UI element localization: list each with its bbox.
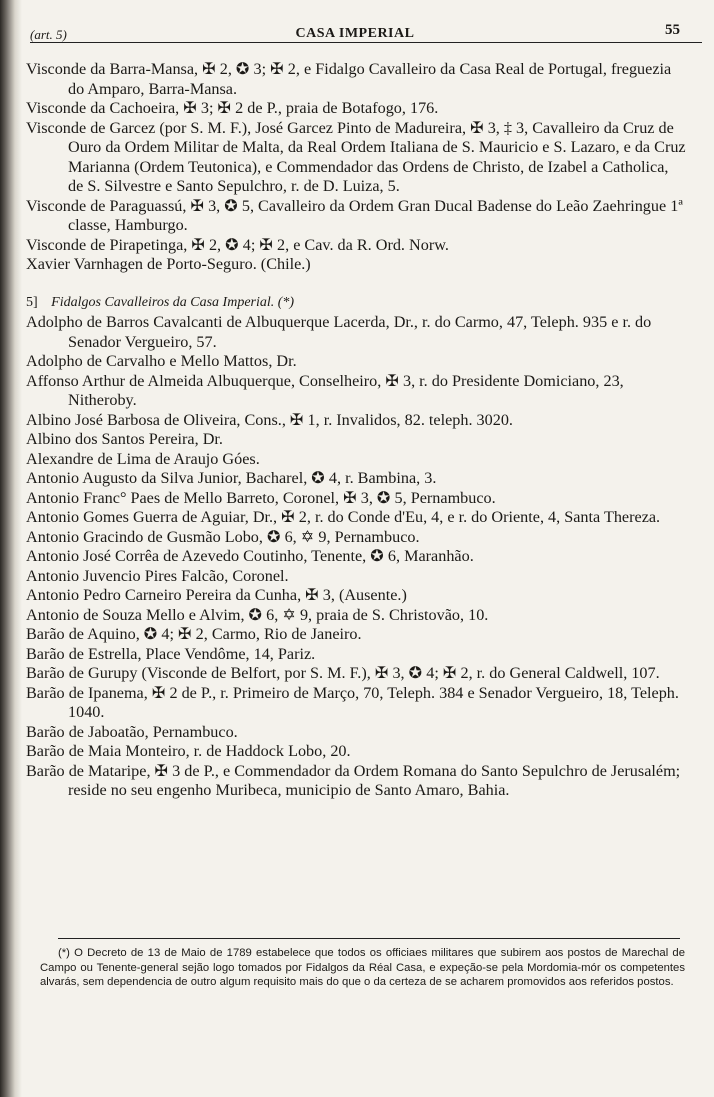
list-entry: Visconde da Cachoeira, ✠ 3; ✠ 2 de P., praia de Botafogo, 176.: [26, 99, 439, 117]
list-entry: Antonio Augusto da Silva Junior, Bacharel, ✪ 4, r. Bambina, 3.: [26, 469, 437, 487]
list-entry: Alexandre de Lima de Araujo Góes.: [26, 449, 260, 468]
list-entry: Xavier Varnhagen de Porto-Seguro. (Chile.): [26, 255, 311, 273]
list-entry: Barão de Ipanema, ✠ 2 de P., r. Primeiro de Março, 70, Teleph. 384 e Senador Vergueiro, 18, Teleph. 1040.: [26, 683, 679, 721]
list-entry: Barão de Jaboatão, Pernambuco.: [26, 722, 238, 741]
list-entry: Barão de Maia Monteiro, r. de Haddock Lobo, 20.: [26, 742, 351, 760]
text-body: [26, 60, 686, 801]
list-entry: Albino dos Santos Pereira, Dr.: [26, 430, 223, 448]
list-entry: Albino José Barbosa de Oliveira, Cons., ✠ 1, r. Invalidos, 82. teleph. 3020.: [26, 410, 513, 429]
page-number: 55: [665, 22, 680, 38]
list-entry: Barão de Estrella, Place Vendôme, 14, Pariz.: [26, 644, 316, 663]
list-entry: Barão de Gurupy (Visconde de Belfort, por S. M. F.), ✠ 3, ✪ 4; ✠ 2, r. do General Caldwell, 107.: [26, 664, 660, 682]
footnote-rule: [58, 938, 680, 939]
list-entry: Antonio Pedro Carneiro Pereira da Cunha, ✠ 3, (Ausente.): [26, 586, 407, 604]
entries-section: [26, 313, 686, 801]
section-number: 5]: [26, 294, 38, 310]
list-entry: Antonio Juvencio Pires Falcão, Coronel.: [26, 566, 289, 585]
list-entry: Visconde de Garcez (por S. M. F.), José Garcez Pinto de Madureira, ✠ 3, ‡ 3, Cavalleiro da Cruz de Ouro da Ordem Militar de Malta, da Real Ordem Italiana de S. Mauricio e S. Lazaro, e da Cruz Marianna (Ordem Teutonica), e Commendador das Ordens de Christo, de Izabel a Catholica, de S. Silvestre e Santo Sepulchro, r. de D. Luiza, 5.: [26, 118, 686, 195]
list-entry: Adolpho de Carvalho e Mello Mattos, Dr.: [26, 352, 297, 370]
list-entry: Antonio Franc° Paes de Mello Barreto, Coronel, ✠ 3, ✪ 5, Pernambuco.: [26, 488, 496, 507]
list-entry: Barão de Mataripe, ✠ 3 de P., e Commendador da Ordem Romana do Santo Sepulchro de Jerusalém; reside no seu engenho Muribeca, municipio de Santo Amaro, Bahia.: [26, 761, 681, 799]
header-title: CASA IMPERIAL: [295, 26, 415, 41]
list-entry: Affonso Arthur de Almeida Albuquerque, Conselheiro, ✠ 3, r. do Presidente Domiciano, 23, Nitheroby.: [26, 371, 624, 409]
list-entry: Barão de Aquino, ✪ 4; ✠ 2, Carmo, Rio de Janeiro.: [26, 625, 362, 643]
list-entry: Adolpho de Barros Cavalcanti de Albuquerque Lacerda, Dr., r. do Carmo, 47, Teleph. 935 e r. do Senador Vergueiro, 57.: [26, 313, 652, 351]
footnote-text: (*) O Decreto de 13 de Maio de 1789 estabelece que todos os officiaes militares que subirem aos postos de Marechal de Campo ou Tenente-general sejão logo tomados por Fidalgos da Réal Casa, e expeção-se pela Mordomia-mór os competentes alvarás, sem dependencia de outro algum requisito mais do que o da certeza de se acharem promovidos aos referidos postos.: [40, 947, 685, 989]
header-article-ref: (art. 5): [30, 27, 67, 42]
list-entry: Antonio de Souza Mello e Alvim, ✪ 6, ✡ 9, praia de S. Christovão, 10.: [26, 605, 489, 624]
entries-top: [26, 60, 686, 275]
list-entry: Visconde da Barra-Mansa, ✠ 2, ✪ 3; ✠ 2, e Fidalgo Cavalleiro da Casa Real de Portugal, freguezia do Amparo, Barra-Mansa.: [26, 60, 672, 98]
page-binding-edge: [0, 0, 22, 1097]
list-entry: Visconde de Pirapetinga, ✠ 2, ✪ 4; ✠ 2, e Cav. da R. Ord. Norw.: [26, 235, 449, 254]
page-header: [30, 22, 680, 44]
footnote: [40, 946, 685, 990]
list-entry: Antonio Gracindo de Gusmão Lobo, ✪ 6, ✡ 9, Pernambuco.: [26, 527, 420, 546]
list-entry: Antonio Gomes Guerra de Aguiar, Dr., ✠ 2, r. do Conde d'Eu, 4, e r. do Oriente, 4, Santa Thereza.: [26, 508, 661, 526]
list-entry: Visconde de Paraguassú, ✠ 3, ✪ 5, Cavalleiro da Ordem Gran Ducal Badense do Leão Zaehringue 1ª classe, Hamburgo.: [26, 196, 683, 234]
header-rule: [30, 42, 702, 43]
list-entry: Antonio José Corrêa de Azevedo Coutinho, Tenente, ✪ 6, Maranhão.: [26, 547, 474, 565]
section-title: Fidalgos Cavalleiros da Casa Imperial. (*): [51, 294, 295, 310]
section-heading: [26, 293, 686, 313]
